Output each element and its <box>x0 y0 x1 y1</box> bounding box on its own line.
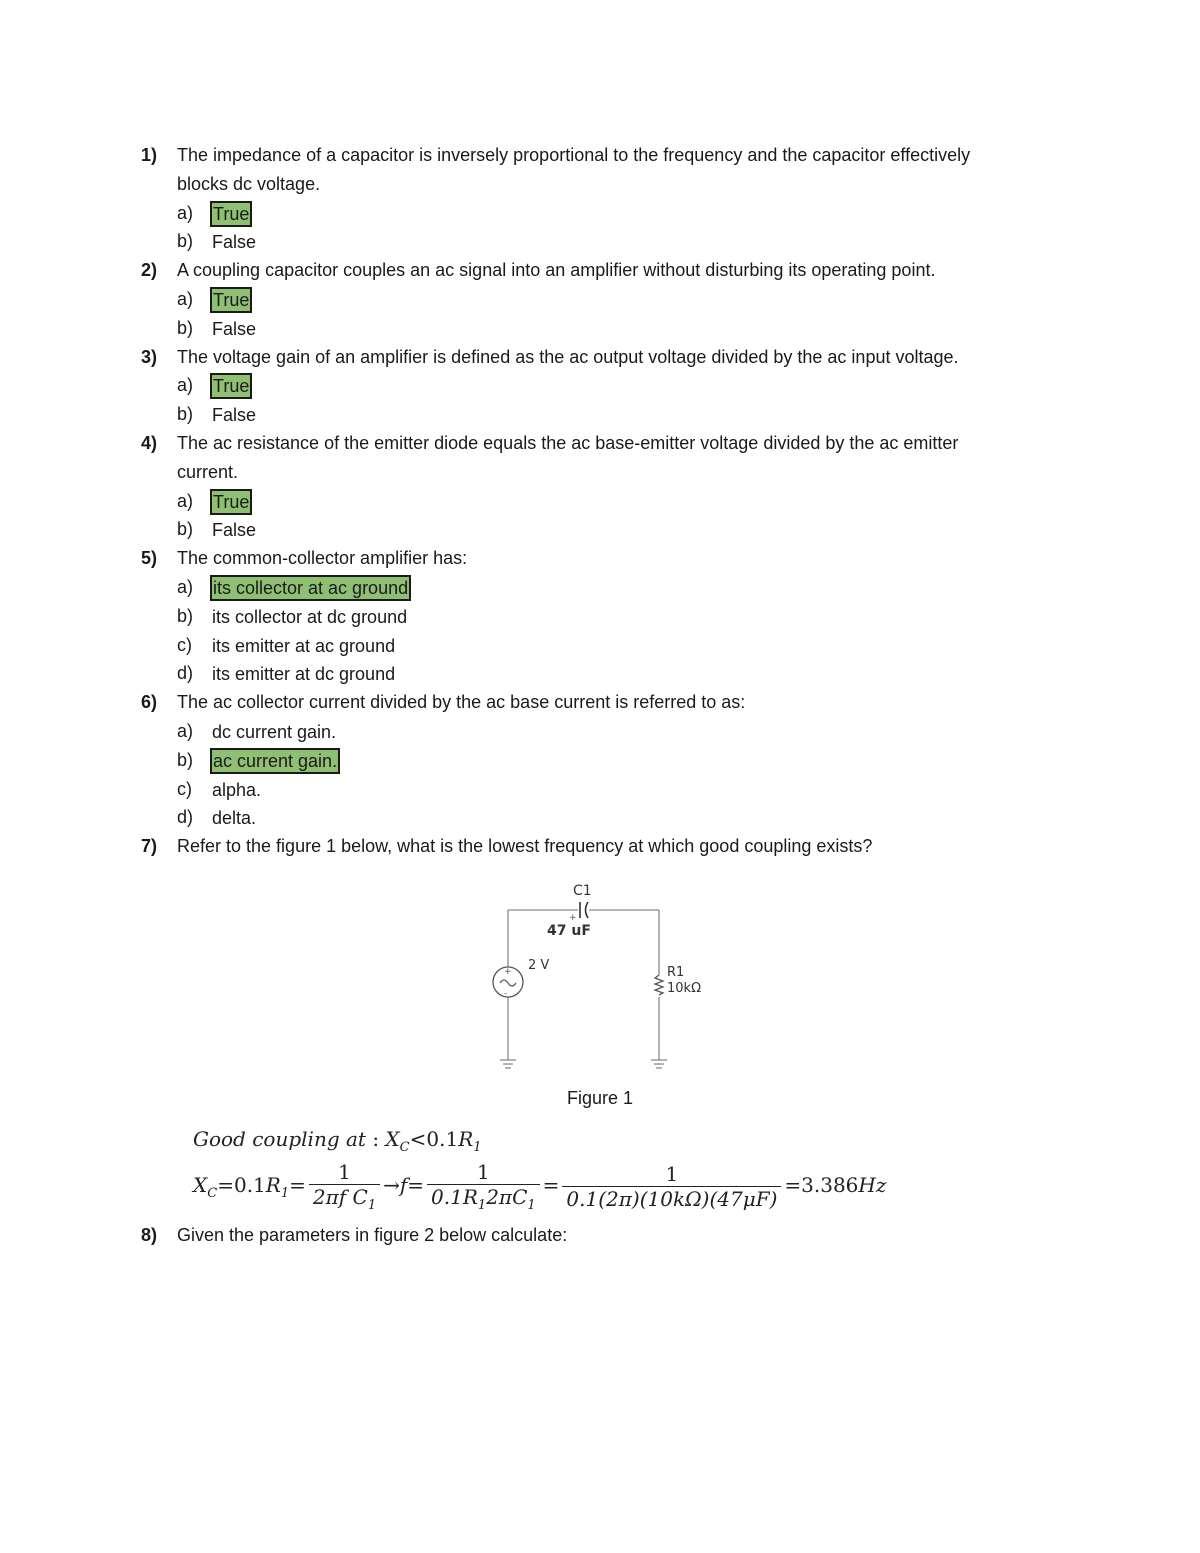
ground-right-symbol <box>651 1060 667 1068</box>
fraction-2-den-sub-a: 1 <box>477 1198 487 1213</box>
option-answer[interactable]: its collector at dc ground <box>212 606 408 627</box>
option-selected-answer[interactable]: its collector at ac ground <box>213 578 409 598</box>
option-selected-answer[interactable]: True <box>213 290 250 310</box>
arrow-f: →f <box>383 1173 408 1197</box>
option-letter: d) <box>177 663 194 684</box>
option-letter: a) <box>177 375 194 396</box>
r-subscript: 1 <box>473 1140 482 1155</box>
question-4-text: current. <box>177 461 239 482</box>
result-value: =3.386 <box>784 1173 859 1197</box>
resistor-value: 10kΩ <box>667 981 702 996</box>
fraction-2-denominator <box>427 1184 540 1213</box>
capacitor-plus: + <box>569 913 577 923</box>
option-answer[interactable]: its emitter at dc ground <box>212 664 396 685</box>
option-letter: b) <box>177 231 194 252</box>
fraction-1-denominator <box>309 1184 380 1213</box>
condition-colon: : <box>372 1127 380 1151</box>
option-answer[interactable]: False <box>212 405 257 426</box>
equals-2: = <box>289 1173 306 1197</box>
figure-1-circuit <box>470 875 730 1075</box>
fraction-1-numerator: 1 <box>338 1160 351 1184</box>
option-letter: a) <box>177 202 194 223</box>
less-than: < <box>409 1127 427 1151</box>
fraction-2-numerator: 1 <box>476 1160 490 1184</box>
option-answer[interactable]: dc current gain. <box>212 722 337 742</box>
fraction-3-denominator: 0.1(2π)(10kΩ)(47μF) <box>562 1186 781 1211</box>
fraction-1-den-sub: 1 <box>367 1198 377 1213</box>
equals-3: = <box>407 1173 425 1197</box>
capacitor-label: C1 <box>573 883 592 899</box>
question-1-number: 1) <box>141 145 158 165</box>
question-4-number: 4) <box>141 433 158 453</box>
option-selected-answer[interactable]: True <box>213 376 250 397</box>
option-answer[interactable]: False <box>212 318 257 339</box>
option-letter: b) <box>177 749 194 770</box>
option-answer[interactable]: False <box>212 232 257 253</box>
option-letter: c) <box>177 634 192 655</box>
source-value: 2 V <box>528 958 550 973</box>
option-selected-answer[interactable]: ac current gain. <box>213 750 338 771</box>
option-letter: d) <box>177 807 194 828</box>
capacitor-symbol <box>580 902 588 918</box>
fraction-3-numerator: 1 <box>665 1162 679 1186</box>
option-letter: a) <box>177 289 194 309</box>
option-selected-answer[interactable]: True <box>213 203 250 224</box>
question-4-text: The ac resistance of the emitter diode equals the ac base-emitter voltage divided by the ac emitter <box>177 433 959 453</box>
question-2-number: 2) <box>141 260 158 281</box>
fraction-2-den-a: 0.1R <box>431 1185 478 1209</box>
option-letter: a) <box>177 490 194 511</box>
option-answer[interactable]: its emitter at ac ground <box>212 635 396 656</box>
xc-symbol: X <box>385 1127 400 1151</box>
ground-left-symbol <box>500 1060 516 1068</box>
question-8-text: Given the parameters in figure 2 below calculate: <box>177 1225 568 1245</box>
fraction-2-den-b: 2πC <box>486 1185 528 1209</box>
figure-1-caption: Figure 1 <box>566 1088 634 1108</box>
coefficient-2: 0.1 <box>233 1173 266 1197</box>
option-selected-answer[interactable]: True <box>213 491 250 512</box>
fraction-2-den-sub-b: 1 <box>527 1198 536 1213</box>
question-1-text: blocks dc voltage. <box>177 173 321 194</box>
question-5-number: 5) <box>141 548 158 569</box>
option-letter: c) <box>177 778 192 799</box>
ac-source-symbol <box>493 967 523 999</box>
capacitor-value: 47 uF <box>547 923 591 939</box>
fraction-1-den-text: 2πf C <box>312 1185 368 1209</box>
result-unit: Hz <box>858 1173 887 1197</box>
option-letter: a) <box>177 577 194 597</box>
condition-text: Good coupling at <box>193 1127 366 1151</box>
equals-4: = <box>542 1173 560 1197</box>
option-letter: b) <box>177 404 194 425</box>
option-answer[interactable]: alpha. <box>212 779 262 800</box>
option-letter: b) <box>177 605 194 626</box>
question-7-number: 7) <box>141 836 158 857</box>
good-coupling-condition <box>193 1127 482 1155</box>
question-6-number: 6) <box>141 692 158 713</box>
xc-subscript-2: C <box>207 1186 218 1201</box>
r-symbol: R <box>458 1127 474 1151</box>
option-letter: a) <box>177 721 194 741</box>
question-3-number: 3) <box>141 346 158 367</box>
question-5-text: The common-collector amplifier has: <box>177 548 468 569</box>
resistor-label: R1 <box>667 965 685 980</box>
equals-1: = <box>217 1173 234 1197</box>
xc-symbol-2: X <box>193 1173 208 1197</box>
option-answer[interactable]: False <box>212 520 257 541</box>
question-7-text: Refer to the figure 1 below, what is the lowest frequency at which good coupling exists? <box>177 836 873 857</box>
fraction-1 <box>309 1160 380 1213</box>
fraction-3 <box>562 1162 781 1211</box>
coefficient: 0.1 <box>426 1127 459 1151</box>
frequency-equation <box>193 1160 886 1213</box>
option-answer[interactable]: delta. <box>212 808 257 829</box>
option-letter: b) <box>177 317 194 338</box>
fraction-2 <box>427 1160 540 1213</box>
r-symbol-2: R <box>265 1173 281 1197</box>
option-letter: b) <box>177 519 194 540</box>
question-1-text: The impedance of a capacitor is inversely proportional to the frequency and the capacitor effectively <box>177 145 971 165</box>
svg-text:-: - <box>504 989 508 999</box>
question-6-text: The ac collector current divided by the ac base current is referred to as: <box>177 692 746 713</box>
r-subscript-2: 1 <box>280 1186 290 1201</box>
svg-text:+: + <box>504 967 512 977</box>
question-3-text: The voltage gain of an amplifier is defined as the ac output voltage divided by the ac input voltage. <box>177 346 959 367</box>
question-8-number: 8) <box>141 1225 158 1245</box>
question-2-text: A coupling capacitor couples an ac signal into an amplifier without disturbing its operating point. <box>177 260 936 281</box>
resistor-symbol <box>655 975 663 995</box>
xc-subscript: C <box>399 1140 410 1155</box>
